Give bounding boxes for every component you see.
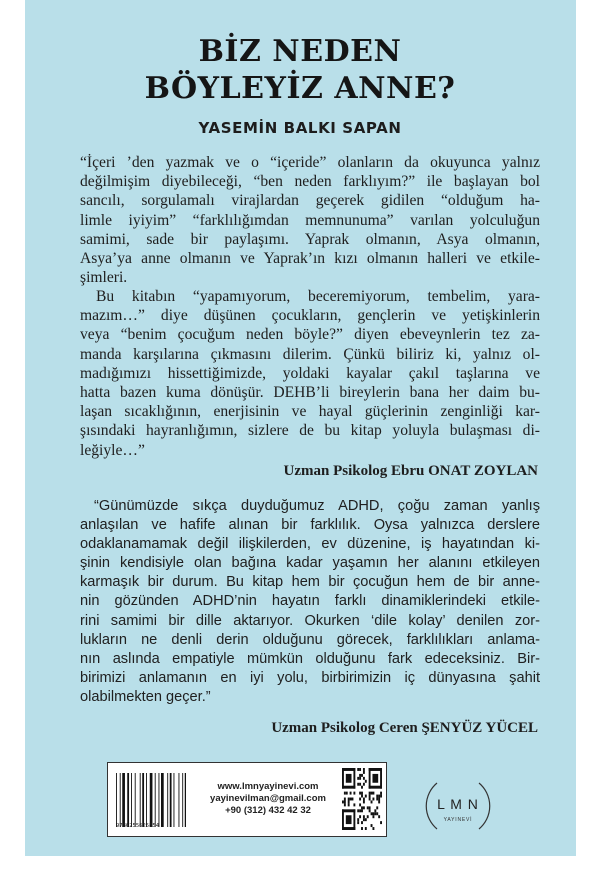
text-line: şısındaki hayranlığımın, sizlere de bu kitap yoluyla bulaşması di- [80,422,540,440]
text-line: Bu kitabın “yapamıyorum, beceremiyorum, tembelim, yara- [96,288,540,305]
signature-ceren-senyuz-yucel: Uzman Psikolog Ceren ŞENYÜZ YÜCEL [271,720,538,736]
publisher-email: yayinevilman@gmail.com [210,793,326,804]
text-line: değilmişim diyebileceği, “ben neden farklıyım?” ile başlayan bol [80,173,540,191]
text-line: karmaşık bir durum. Bu kitap hem bir çocuğun hem de bir anne- [80,574,540,591]
lmn-publisher-logo [423,771,493,841]
blurb-2-quote [80,497,540,707]
text-line: veya “benim çocuğum neden böyle?” diyen ebeveynlerin tez za- [80,326,540,344]
text-line: limle iyiyim” “farklılığımdan memnunuma” varılan yolculuğun [80,211,540,229]
author-name: YASEMİN BALKI SAPAN [198,119,402,137]
text-line: “İçeri ’den yazmak ve o “içeride” olanların da okuyunca yalnız [80,154,540,171]
text-line: manda karşılarına çıkmasını dilerim. Çünkü biliriz ki, yalnız ol- [80,345,540,363]
publisher-website: www.lmnyayinevi.com [217,781,319,792]
book-title-line-1: BİZ NEDEN [198,34,402,69]
text-line: anlaşılan ve hafife alınan bir farklılık. Oysa yalnızca derslere [80,517,540,534]
text-line: laşan sıcaklığının, enerjisinin ve hayal güçlerinin zenginliği kar- [80,403,540,421]
text-line: hatta bazen kuma dönüşür. DEHB’li bireylerin bana her daim bu- [80,384,540,402]
text-line: nin gözünden ADHD’nin hayatın farklı dinamiklerindeki etkile- [80,593,540,610]
signature-ebru-onat-zoylan: Uzman Psikolog Ebru ONAT ZOYLAN [283,463,538,479]
text-line: madığımızı hissettiğimizde, yoldaki kayalar çakıl taşlarına ve [80,364,540,382]
publisher-phone: +90 (312) 432 42 32 [225,805,311,816]
text-line: lukların ne denli derin olduğunu görecek, farklılıkları anlama- [80,631,540,648]
text-line: rini samimi bir dille aktarıyor. Okurken ‘dile kolay’ denilen zor- [80,612,540,629]
blurb-1-paragraph-2 [80,287,540,460]
blurb-1-paragraph-1 [80,153,540,287]
qr-code [342,768,382,830]
text-line: şinin kendisiyle olan bağına kadar yaşamın her alanını etkileyen [80,555,540,572]
text-line: odaklanamamak değil ilişkilerden, ev düzenine, iş hayatından ki- [80,536,540,553]
text-line: “Günümüzde sıkça duyduğumuz ADHD, çoğu zaman yanlış [94,498,540,514]
logo-letters: L M N [437,796,479,812]
logo-subtitle: YAYINEVİ [443,817,473,823]
isbn-number: 9786255625854 [116,823,160,829]
book-title-line-2: BÖYLEYİZ ANNE? [144,71,456,106]
text-line: nın aslında empatiyle mümkün olduğunu fark edeceksiniz. Bir- [80,650,540,667]
text-line: mazım…” diye düşünen çocukların, gençlerin ve yetişkinlerin [80,307,540,325]
text-line: olabilmekten geçer.” [80,688,211,705]
text-line: şimleri. [80,269,128,287]
publisher-info-box [107,762,387,837]
text-line: birimizi anlamanın en iyi yolu, birbirimizin iç dünyasına şahit [80,669,540,686]
text-line: samimi, sade bir paylaşımı. Yaprak olmanın, Asya olmanın, [80,230,540,248]
publisher-contact [198,781,338,817]
isbn-barcode [116,769,186,831]
text-line: sancılı, sorgulamalı virajlardan geçerek gidilen “olduğum ha- [80,192,540,210]
text-line: Asya’ya anne olmanın ve Yaprak’ın kızı olmanın halleri ve etkile- [80,250,540,268]
text-line: leğiyle…” [80,441,145,459]
